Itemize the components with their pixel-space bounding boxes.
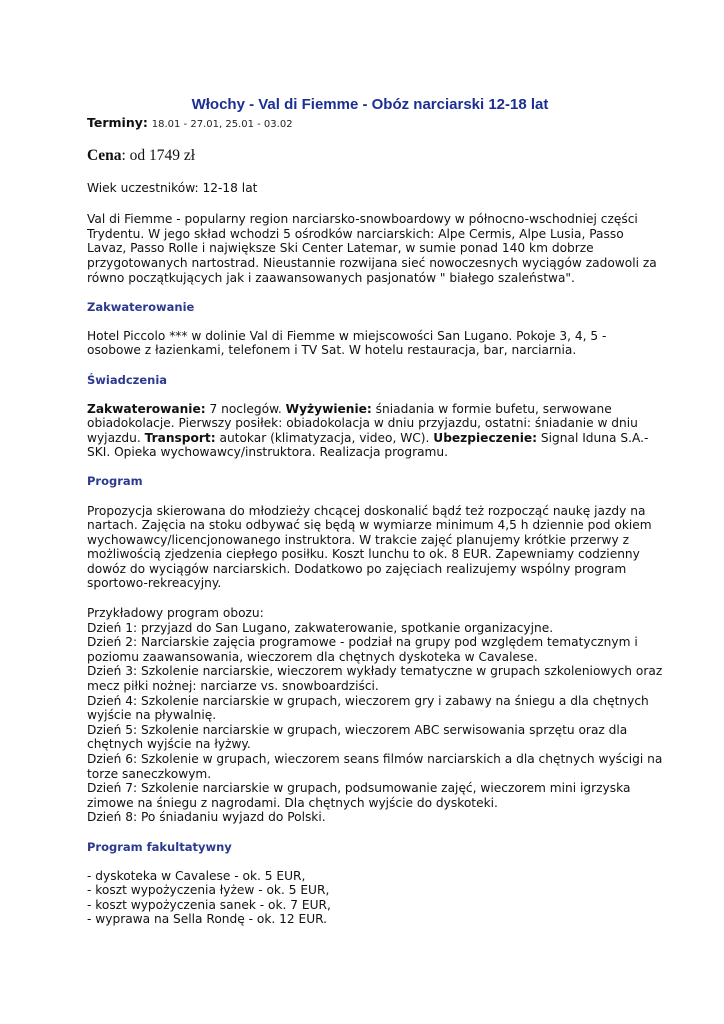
services-line: obiadokolacje. Pierwszy posiłek: obiadokolacja w dniu przyjazdu, ostatni: śniadanie w dniu xyxy=(87,416,638,431)
page-title: Włochy - Val di Fiemme - Obóz narciarski 12-18 lat xyxy=(191,96,549,113)
program-line: możliwością zjedzenia ciepłego posiłku. Koszt lunchu to ok. 8 EUR. Zapewniamy codzienny xyxy=(87,547,640,562)
sample-program-line: Dzień 4: Szkolenie narciarskie w grupach, wieczorem gry i zabawy na śniegu a dla chętnych xyxy=(87,693,649,708)
sample-program-line: Dzień 7: Szkolenie narciarskie w grupach, podsumowanie zajęć, wieczorem mini igrzyska xyxy=(87,781,631,796)
program-line: dowóz do wyciągów narciarskich. Dodatkowo po zajęciach realizujemy wspólny program xyxy=(87,561,627,576)
terms-label: Terminy: xyxy=(87,115,148,130)
price-value: : od 1749 zł xyxy=(121,146,196,164)
price-label: Cena xyxy=(87,146,122,164)
transport-text: autokar (klimatyzacja, video, WC). xyxy=(215,430,434,445)
services-line xyxy=(87,402,647,417)
services-heading: Świadczenia xyxy=(87,372,168,387)
sample-program-line: Przykładowy program obozu: xyxy=(87,606,264,621)
services-paragraph xyxy=(87,402,647,460)
price-row xyxy=(87,147,647,165)
accommodation-line: Hotel Piccolo *** w dolinie Val di Fiemme w miejscowości San Lugano. Pokoje 3, 4, 5 - xyxy=(87,328,607,343)
meals-key: Wyżywienie: xyxy=(285,401,372,416)
services-line: SKI. Opieka wychowawcy/instruktora. Realizacja programu. xyxy=(87,445,449,460)
intro-line: przygotowanych nartostrad. Nieustannie rozwijana sieć nowoczesnych wyciągów zadowoli za xyxy=(87,255,657,270)
sample-program-line: Dzień 1: przyjazd do San Lugano, zakwaterowanie, spotkanie organizacyjne. xyxy=(87,620,554,635)
sample-program-line: poziomu zaawansowania, wieczorem dla chętnych dyskoteka w Cavalese. xyxy=(87,649,538,664)
sample-program-line: Dzień 5: Szkolenie narciarskie w grupach, wieczorem ABC serwisowania sprzętu oraz dla xyxy=(87,722,628,737)
sample-program-line: mecz piłki nożnej: narciarze vs. snowboardziści. xyxy=(87,679,379,694)
sample-program-line: Dzień 8: Po śniadaniu wyjazd do Polski. xyxy=(87,810,326,825)
insurance-key: Ubezpieczenie: xyxy=(433,430,538,445)
list-item: - dyskoteka w Cavalese - ok. 5 EUR, xyxy=(87,868,306,883)
program-line: sportowo-rekreacyjny. xyxy=(87,576,222,591)
optional-program-list xyxy=(87,869,647,927)
terms-row xyxy=(87,116,647,133)
intro-line: Val di Fiemme - popularny region narciarsko-snowboardowy w północno-wschodniej części xyxy=(87,212,638,227)
sample-program-line: torze saneczkowym. xyxy=(87,766,212,781)
sample-program-line: chętnych wyjście na łyżwy. xyxy=(87,737,251,752)
sample-program-line: Dzień 6: Szkolenie w grupach, wieczorem seans filmów narciarskich a dla chętnych wyścigi na xyxy=(87,752,663,766)
accommodation-line: osobowe z łazienkami, telefonem i TV Sat. W hotelu restauracja, bar, narciarnia. xyxy=(87,343,577,358)
program-line: wychowawcy/licencjonowanego instruktora. W trakcie zajęć planujemy krótkie przerwy z xyxy=(87,532,629,547)
sample-program xyxy=(87,606,663,825)
program-paragraph xyxy=(87,503,652,592)
intro-paragraph xyxy=(87,212,657,285)
intro-line: Lavaz, Passo Rolle i największe Ski Center Latemar, w sumie ponad 140 km dobrze xyxy=(87,241,594,256)
services-line xyxy=(87,431,647,446)
optional-program-heading: Program fakultatywny xyxy=(87,839,232,854)
intro-line: równo początkujących jak i zaawansowanych pasjonatów " białego szaleństwa". xyxy=(87,270,575,285)
insurance-text: Signal Iduna S.A.- xyxy=(537,430,649,445)
intro-line: Trydentu. W jego skład wchodzi 5 ośrodków narciarskich: Alpe Cermis, Alpe Lusia, Passo xyxy=(87,226,624,241)
age-info: Wiek uczestników: 12-18 lat xyxy=(87,180,258,195)
list-item: - wyprawa na Sella Rondę - ok. 12 EUR. xyxy=(87,912,328,927)
program-heading: Program xyxy=(87,473,143,488)
program-line: nartach. Zajęcia na stoku odbywać się będą w wymiarze minimum 4,5 h dziennie pod okiem xyxy=(87,518,652,533)
transport-key: Transport: xyxy=(144,430,216,445)
accommodation-text: 7 noclegów. xyxy=(205,401,286,416)
document-page xyxy=(87,96,663,927)
sample-program-line: Dzień 3: Szkolenie narciarskie, wieczorem wykłady tematyczne w grupach szkoleniowych oraz xyxy=(87,664,663,679)
list-item: - koszt wypożyczenia łyżew - ok. 5 EUR, xyxy=(87,883,330,898)
sample-program-line: wyjście na pływalnię. xyxy=(87,708,217,723)
accommodation-heading: Zakwaterowanie xyxy=(87,300,195,315)
departure-text: wyjazdu. xyxy=(87,430,145,445)
accommodation-key: Zakwaterowanie: xyxy=(87,401,206,416)
list-item: - koszt wypożyczenia sanek - ok. 7 EUR, xyxy=(87,897,331,912)
sample-program-line: Dzień 2: Narciarskie zajęcia programowe - podział na grupy pod względem tematycznym i xyxy=(87,635,638,650)
sample-program-line: zimowe na śniegu z nagrodami. Dla chętnych wyjście do dyskoteki. xyxy=(87,795,498,810)
accommodation-paragraph xyxy=(87,329,647,358)
program-line: Propozycja skierowana do młodzieży chcącej doskonalić bądź też rozpocząć naukę jazdy na xyxy=(87,503,646,518)
meals-text: śniadania w formie bufetu, serwowane xyxy=(371,401,612,416)
terms-dates: 18.01 - 27.01, 25.01 - 03.02 xyxy=(151,119,293,130)
